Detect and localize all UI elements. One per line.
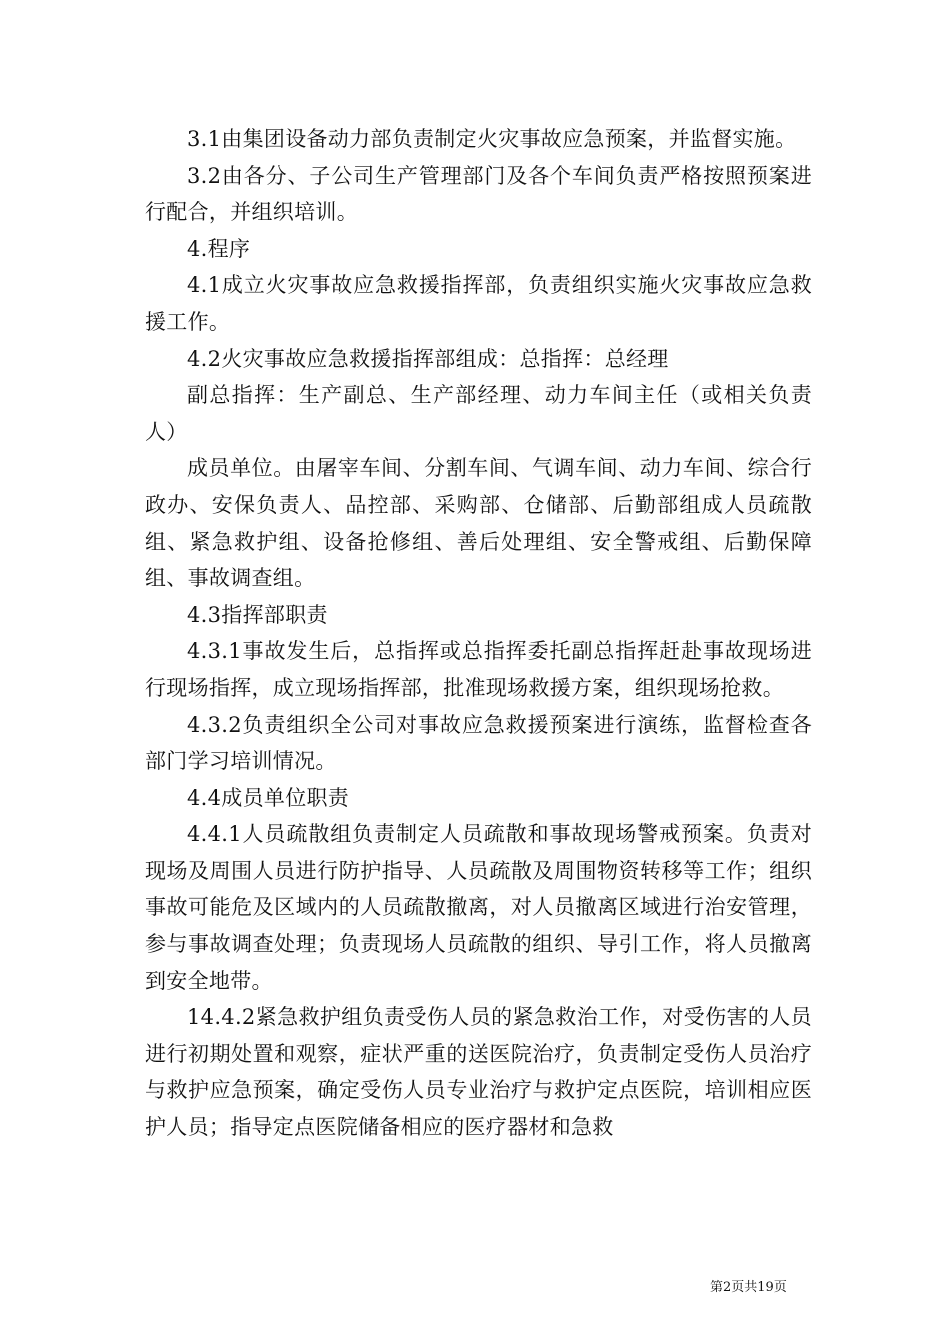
paragraph-deputy-commander: 副总指挥：生产副总、生产部经理、动力车间主任（或相关负责人） xyxy=(145,383,812,444)
document-body xyxy=(145,121,812,1146)
page-number: 第2页共19页 xyxy=(710,1280,787,1295)
paragraph-4-1: 4.1成立火灾事故应急救援指挥部，负责组织实施火灾事故应急救援工作。 xyxy=(145,273,812,334)
paragraph-3-1: 3.1由集团设备动力部负责制定火灾事故应急预案，并监督实施。 xyxy=(187,127,797,151)
paragraph-4-3-2: 4.3.2负责组织全公司对事故应急救援预案进行演练，监督检查各部门学习培训情况。 xyxy=(145,712,812,774)
paragraph-member-units: 成员单位。由屠宰车间、分割车间、气调车间、动力车间、综合行政办、安保负责人、品控部、采购部、仓储部、后勤部组成人员疏散组、紧急救护组、设备抢修组、善后处理组、安全警戒组、后勤保障组、事故调查组。 xyxy=(145,456,812,591)
section-heading-4-3: 4.3指挥部职责 xyxy=(187,602,328,627)
paragraph-4-4-2: 14.4.2紧急救护组负责受伤人员的紧急救治工作，对受伤害的人员进行初期处置和观察，症状严重的送医院治疗，负责制定受伤人员治疗与救护应急预案，确定受伤人员专业治疗与救护定点医院，培训相应医护人员；指导定点医院储备相应的医疗器材和急救 xyxy=(145,1005,812,1140)
paragraph-4-4-1: 4.4.1人员疏散组负责制定人员疏散和事故现场警戒预案。负责对现场及周围人员进行防护指导、人员疏散及周围物资转移等工作；组织事故可能危及区域内的人员疏散撤离，对人员撤离区域进行治安管理，参与事故调查处理；负责现场人员疏散的组织、导引工作，将人员撤离到安全地带。 xyxy=(145,822,812,993)
section-heading-4-4: 4.4成员单位职责 xyxy=(187,785,350,810)
paragraph-4-2: 4.2火灾事故应急救援指挥部组成：总指挥：总经理 xyxy=(187,346,669,371)
section-heading-4: 4.程序 xyxy=(187,236,251,261)
paragraph-3-2: 3.2由各分、子公司生产管理部门及各个车间负责严格按照预案进行配合，并组织培训。 xyxy=(145,163,812,225)
paragraph-4-3-1: 4.3.1事故发生后，总指挥或总指挥委托副总指挥赶赴事故现场进行现场指挥，成立现场指挥部，批准现场救援方案，组织现场抢救。 xyxy=(145,639,812,700)
